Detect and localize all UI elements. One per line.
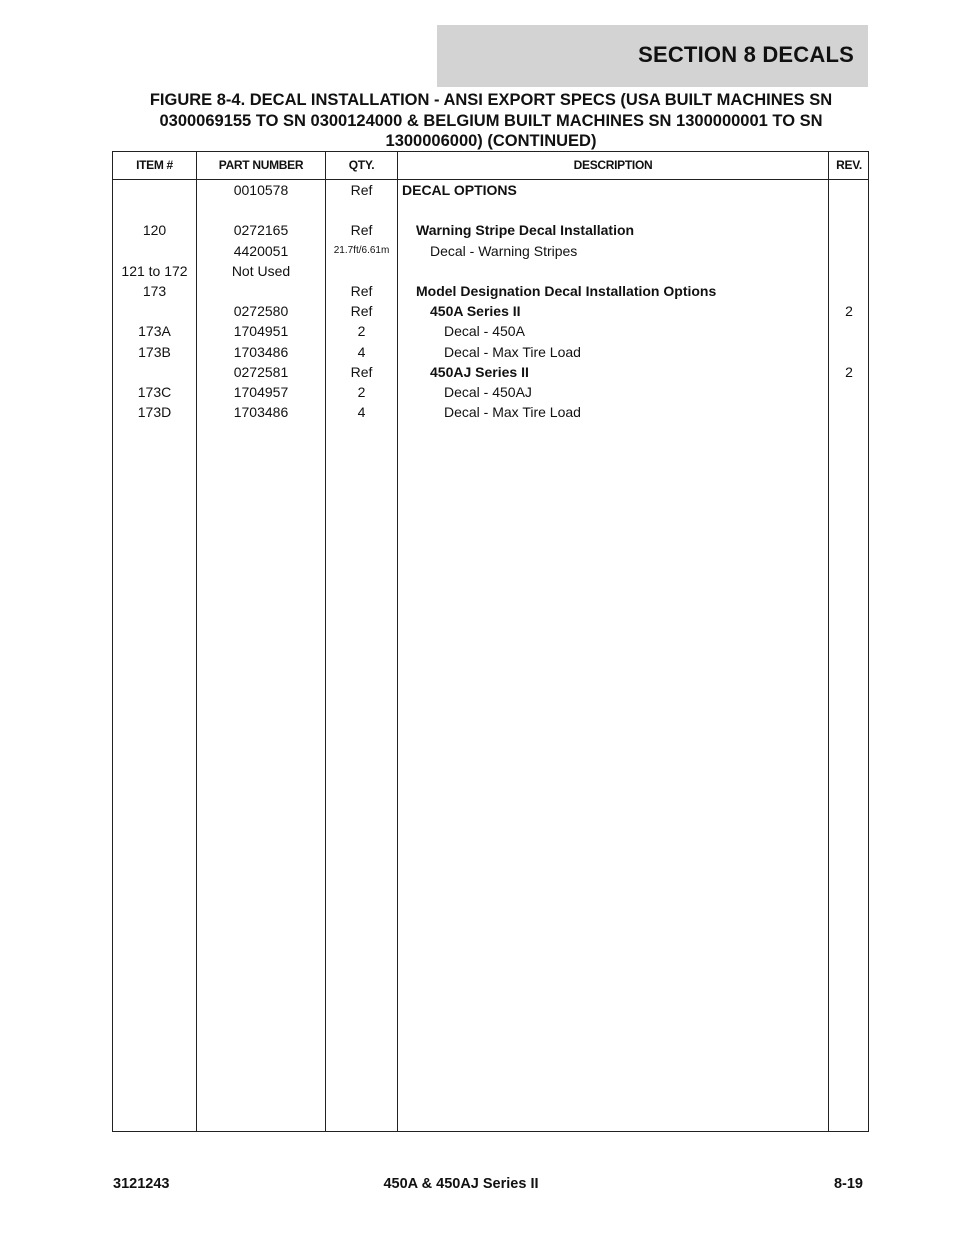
part-number-cell: 1704957 xyxy=(233,384,289,400)
rev-cell xyxy=(829,220,869,240)
footer-doc-number: 3121243 xyxy=(113,1176,170,1192)
rev-cell xyxy=(829,241,869,261)
part-number-cell: Not Used xyxy=(231,262,291,279)
part-number-cell: 1703486 xyxy=(233,404,289,421)
item-number-cell xyxy=(113,362,196,382)
table-row xyxy=(113,362,868,382)
rev-cell: 2 xyxy=(845,303,853,320)
part-number-cell xyxy=(197,200,325,220)
part-number-cell xyxy=(197,281,325,301)
parts-table xyxy=(112,151,869,1132)
rev-cell: 2 xyxy=(845,363,853,380)
description-cell: Decal - 450AJ xyxy=(444,384,532,400)
rev-cell xyxy=(829,321,869,341)
qty-cell: Ref xyxy=(350,222,373,239)
description-cell xyxy=(398,261,828,281)
table-row xyxy=(113,301,868,321)
qty-cell: Ref xyxy=(350,182,373,198)
part-number-cell: 0272580 xyxy=(233,303,289,320)
qty-cell: Ref xyxy=(350,303,373,320)
table-row xyxy=(113,281,868,301)
description-cell: Decal - Max Tire Load xyxy=(444,343,581,360)
qty-cell: Ref xyxy=(350,363,373,380)
section-header xyxy=(437,25,868,87)
item-number-cell: 173B xyxy=(138,343,171,360)
part-number-cell: 1704951 xyxy=(233,323,289,340)
table-row xyxy=(113,200,868,220)
qty-cell: 4 xyxy=(357,404,366,421)
item-number-cell: 121 to 172 xyxy=(121,262,188,279)
header-description: DESCRIPTION xyxy=(573,158,653,172)
description-cell: Model Designation Decal Installation Options xyxy=(416,283,717,299)
qty-cell xyxy=(326,261,397,281)
rev-cell xyxy=(829,200,869,220)
item-number-cell xyxy=(113,301,196,321)
item-number-cell: 173A xyxy=(138,323,171,340)
figure-title: FIGURE 8-4. DECAL INSTALLATION - ANSI EXPORT SPECS (USA BUILT MACHINES SN 0300069155 TO SN 0300124000 & BELGIUM BUILT MACHINES SN 1300000001 TO SN 1300006000) (CONTINUED) xyxy=(149,91,833,150)
description-cell: 450A Series II xyxy=(430,303,521,320)
table-row xyxy=(113,382,868,402)
item-number-cell: 120 xyxy=(142,222,167,239)
header-qty: QTY. xyxy=(348,158,375,172)
qty-cell: 4 xyxy=(357,343,366,360)
item-number-cell: 173 xyxy=(142,283,167,299)
table-row xyxy=(113,241,868,261)
rev-cell xyxy=(829,342,869,362)
header-rev: REV. xyxy=(836,158,862,172)
qty-cell: Ref xyxy=(350,283,373,299)
item-number-cell xyxy=(113,241,196,261)
item-number-cell: 173D xyxy=(137,404,172,421)
description-cell: 450AJ Series II xyxy=(430,363,529,380)
description-cell: Warning Stripe Decal Installation xyxy=(416,222,635,239)
qty-cell: 2 xyxy=(357,384,366,400)
description-cell xyxy=(398,200,828,220)
description-cell: Decal - Warning Stripes xyxy=(430,242,578,259)
item-number-cell xyxy=(113,200,196,220)
part-number-cell: 4420051 xyxy=(233,242,289,259)
part-number-cell: 0272581 xyxy=(233,363,289,380)
rev-cell xyxy=(829,382,869,402)
item-number-cell: 173C xyxy=(137,384,172,400)
part-number-cell: 0272165 xyxy=(233,222,289,239)
table-row xyxy=(113,321,868,341)
rev-cell xyxy=(829,180,869,200)
rev-cell xyxy=(829,261,869,281)
section-title: SECTION 8 DECALS xyxy=(638,42,854,67)
description-cell: Decal - Max Tire Load xyxy=(444,404,581,421)
header-item: ITEM # xyxy=(136,158,173,172)
part-number-cell: 1703486 xyxy=(233,343,289,360)
table-row xyxy=(113,261,868,281)
part-number-cell: 0010578 xyxy=(233,182,289,198)
footer-page-number: 8-19 xyxy=(833,1176,863,1192)
qty-cell: 2 xyxy=(357,323,366,340)
footer-model: 450A & 450AJ Series II xyxy=(383,1176,539,1192)
description-cell: DECAL OPTIONS xyxy=(402,182,517,198)
qty-cell xyxy=(326,200,397,220)
table-row xyxy=(113,220,868,240)
table-row xyxy=(113,402,868,422)
header-part-number: PART NUMBER xyxy=(218,158,304,172)
table-row xyxy=(113,180,868,200)
rev-cell xyxy=(829,402,869,422)
item-number-cell xyxy=(113,180,196,200)
description-cell: Decal - 450A xyxy=(444,323,525,340)
table-row xyxy=(113,342,868,362)
rev-cell xyxy=(829,281,869,301)
qty-cell: 21.7ft/6.61m xyxy=(333,244,390,256)
